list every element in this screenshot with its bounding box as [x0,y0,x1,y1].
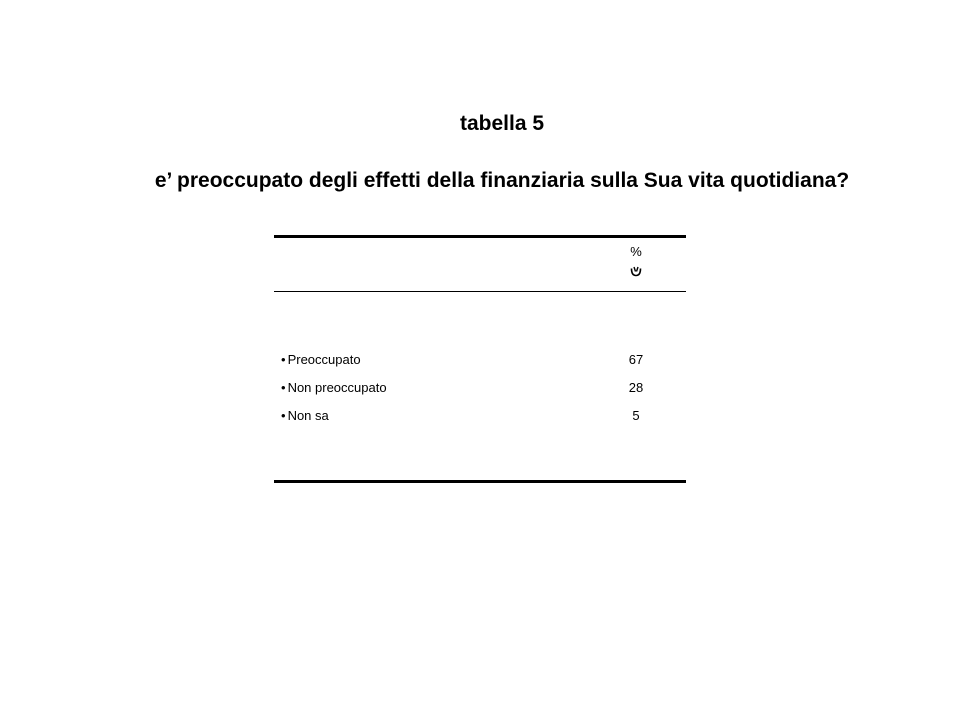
row-label-text: Non sa [287,408,329,423]
row-label [281,407,329,425]
results-table [274,235,686,485]
table-title: tabella 5 [459,112,545,135]
table-row [274,407,686,425]
header-rule [274,291,686,292]
row-label [281,351,361,369]
bullet-icon: • [281,380,286,395]
row-label-text: Non preoccupato [287,380,387,395]
bullet-icon: • [281,352,286,367]
bullet-icon: • [281,408,286,423]
survey-question: e’ preoccupato degli effetti della finanziaria sulla Sua vita quotidiana? [154,169,850,192]
row-label-text: Preoccupato [287,352,361,367]
table-row [274,379,686,397]
row-value: 28 [628,380,644,395]
bottom-rule [274,480,686,483]
row-label [281,379,387,397]
percent-column-header: % [630,244,642,259]
row-value: 5 [632,408,640,423]
down-pointing-glyph-icon [606,265,666,277]
row-value: 67 [628,352,644,367]
table-row [274,351,686,369]
top-rule [274,235,686,238]
